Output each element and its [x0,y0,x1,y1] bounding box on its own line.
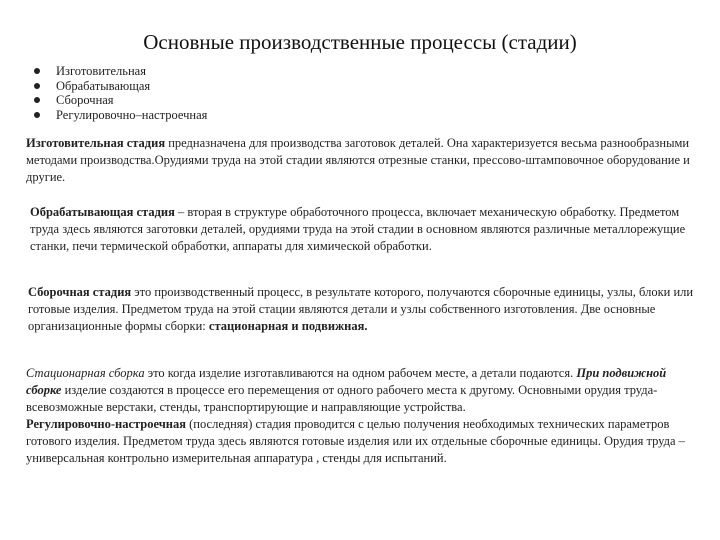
list-item-label: Регулировочно–настроечная [56,107,208,122]
page-title: Основные производственные процессы (стадии) [143,30,577,54]
bullet-icon [34,112,40,118]
list-item-label: Изготовительная [56,64,146,78]
bullet-icon [34,97,40,103]
list-item [34,79,207,94]
paragraph-text: – вторая в структуре обработочного процесса, включает механическую обработку. Предметом труда здесь являются заготовки деталей, орудиями труда на этой стадии в основном являются различные металлорежущие станки, печи термической обработки, аппараты для химической обработки. [30,205,686,253]
term-adjustment-stage: Регулировочно-настроечная [26,417,186,431]
list-item-label: Обрабатывающая [56,78,151,93]
paragraph-assembly-types [26,365,696,467]
paragraph-text: (последняя) стадия проводится с целью получения необходимых технических параметров готового изделия. Предметом труда здесь являются готовые изделия или их отдельные сборочные единицы. Орудия труда – универсальная контрольно измерительная аппаратура , стенды для испытаний. [26,417,685,465]
stages-list [34,64,207,122]
list-item [34,93,207,108]
bullet-icon [34,68,40,74]
paragraph-text: это производственный процесс, в результате которого, получаются сборочные единицы, узлы, блоки или готовые изделия. Предметом труда на этой стации являются детали и узлы собственного изготовления. Две основные организационные формы сборки: [28,285,694,333]
list-item [34,64,207,79]
bullet-icon [34,83,40,89]
term-processing-stage: Обрабатывающая стадия [30,205,175,219]
paragraph-text: изделие создаются в процессе его перемещения от одного рабочего места к другому. Основными орудия труда- всевозможные верстаки, стенды, транспортирующие и направляющие устройства. [26,383,658,414]
list-item [34,108,207,123]
term-moving-assembly: При подвижной сборке [26,366,667,397]
paragraph-text: это когда изделие изготавливаются на одном рабочем месте, а детали подаются. [144,366,577,380]
paragraph-processing-stage [30,204,700,255]
list-item-label: Сборочная [56,93,114,107]
paragraph-text: предназначена для производства заготовок деталей. Она характеризуется весьма разнообразными методами производства.Орудиями труда на этой стадии являются отрезные станки, прессово-штамповочное оборудование и другие. [26,136,690,184]
term-manufacturing-stage: Изготовительная стадия [26,136,166,150]
term-assembly-forms: стационарная и подвижная. [208,319,368,333]
paragraph-manufacturing-stage [26,135,696,186]
term-stationary-assembly: Стационарная сборка [26,366,145,380]
paragraph-assembly-stage [28,284,698,335]
term-assembly-stage: Сборочная стадия [28,285,132,299]
